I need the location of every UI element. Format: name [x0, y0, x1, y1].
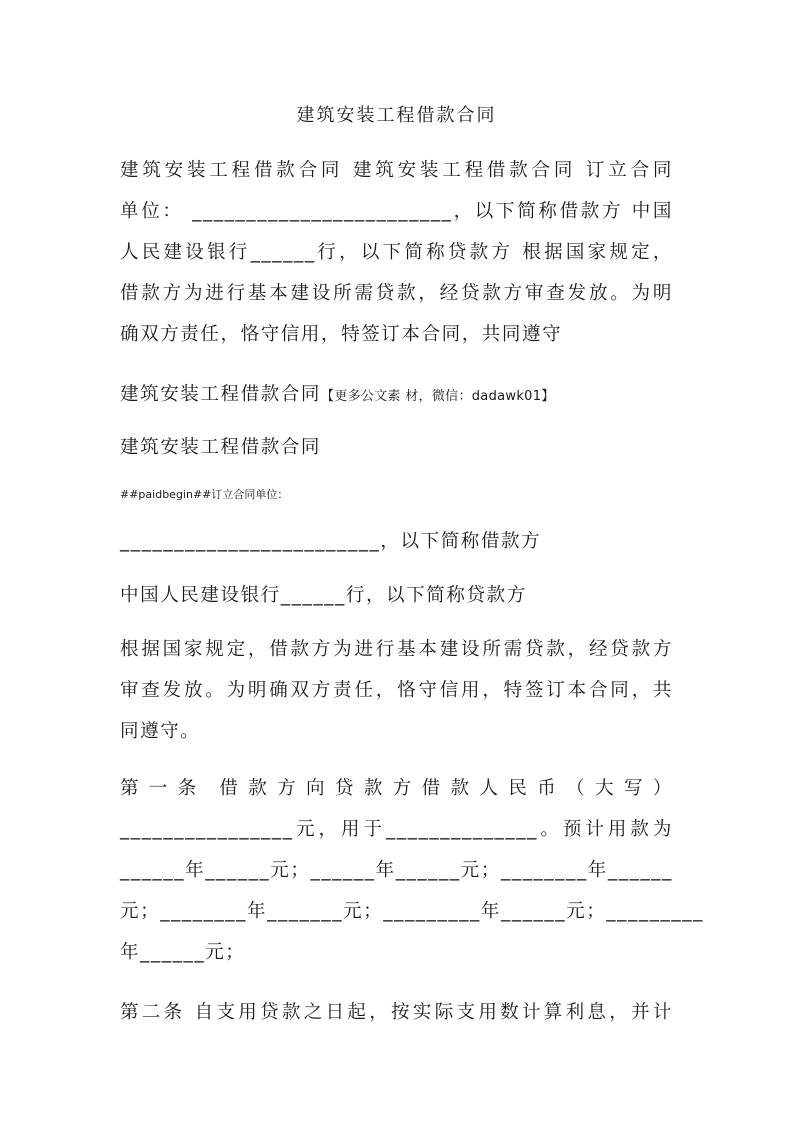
intro-line: 建筑安装工程借款合同 建筑安装工程借款合同 订立合同: [120, 160, 673, 181]
article-2: [120, 992, 673, 1033]
paid-marker: ##paidbegin##订立合同单位：: [120, 488, 289, 501]
article1-line: ________________元，用于______________。预计用款为: [120, 819, 673, 840]
article2-line: 第二条 自支用贷款之日起，按实际支用数计算利息，并计: [120, 1002, 673, 1023]
heading-with-note: [120, 380, 673, 412]
article-1: [120, 768, 704, 973]
intro-line: 确双方责任，恪守信用，特签订本合同，共同遵守: [120, 324, 563, 345]
intro-paragraph: [120, 150, 673, 355]
article1-line: ______年______元；______年______元；________年______: [120, 860, 674, 881]
intro-line: 人民建设银行______行，以下简称贷款方 根据国家规定，: [120, 242, 673, 263]
borrower-line: ________________________，以下简称借款方: [120, 531, 542, 552]
intro-line: 借款方为进行基本建设所需贷款，经贷款方审查发放。为明: [120, 283, 673, 304]
article1-line: 第 一 条 借 款 方 向 贷 款 方 借 款 人 民 币 （ 大 写 ）: [120, 778, 673, 799]
section-heading: 建筑安装工程借款合同: [120, 437, 322, 458]
basis-paragraph: [120, 629, 673, 752]
heading-text: 建筑安装工程借款合同: [120, 384, 322, 405]
basis-line: 审查发放。为明确双方责任，恪守信用，特签订本合同，共: [120, 680, 673, 701]
article1-line: 元；________年_______元；_________年______元；_________: [120, 901, 704, 922]
promo-note: 【更多公文素 材，微信：dadawk01】: [321, 389, 555, 404]
intro-line: 单位： ________________________，以下简称借款方 中国: [120, 201, 673, 222]
lender-line: 中国人民建设银行______行，以下简称贷款方: [120, 585, 527, 606]
article1-line: 年______元；: [120, 942, 246, 963]
basis-line: 根据国家规定，借款方为进行基本建设所需贷款，经贷款方: [120, 639, 673, 660]
document-title: 建筑安装工程借款合同: [296, 105, 497, 126]
basis-line: 同遵守。: [120, 721, 201, 742]
